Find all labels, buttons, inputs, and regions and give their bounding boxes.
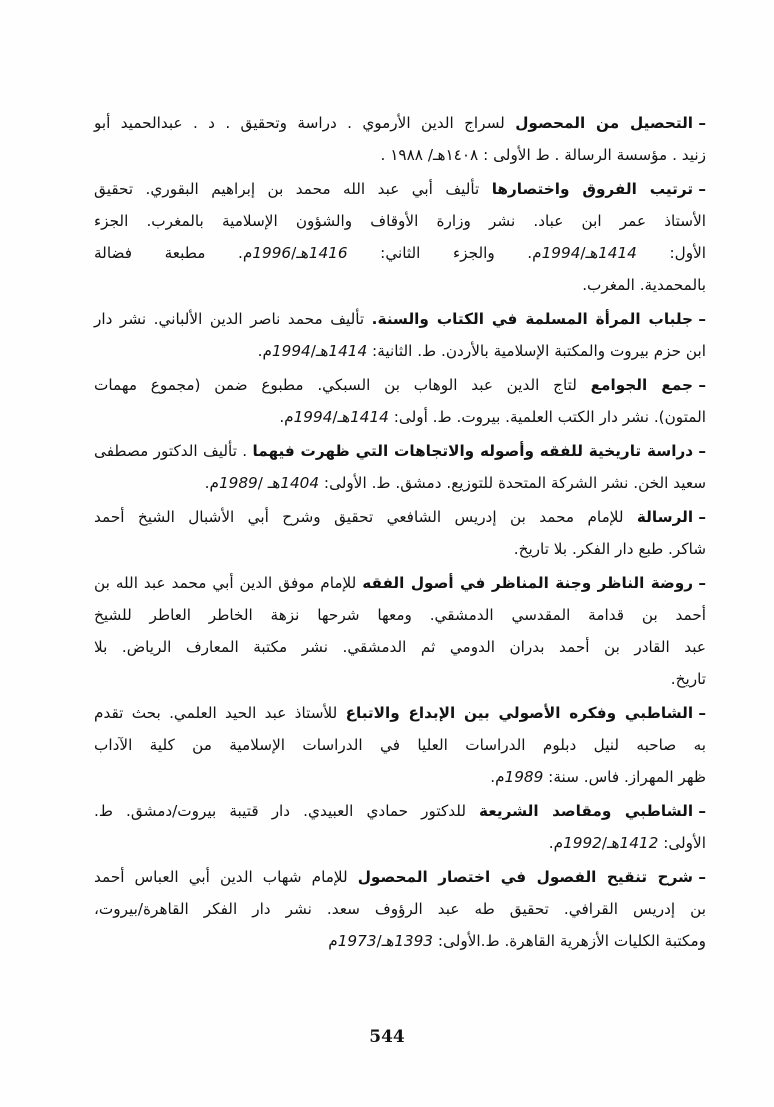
entry-line <box>94 599 706 631</box>
page-number: 544 <box>369 1027 405 1047</box>
bibliography-entry <box>94 435 706 499</box>
entry-dash: – <box>698 180 706 198</box>
entry-text: أحمد بن قدامة المقدسي الدمشقي. ومعها شرحها نزهة الخاطر العاطر للشيخ <box>94 606 706 624</box>
entry-line <box>94 237 706 269</box>
entry-text: هـ/ <box>291 244 309 262</box>
entry-number: 1996 <box>252 244 292 262</box>
entry-line <box>94 335 706 367</box>
entry-text: م. <box>204 474 219 492</box>
bibliography-entry <box>94 173 706 301</box>
entry-line <box>94 467 706 499</box>
entry-line <box>94 631 706 663</box>
entry-dash: – <box>698 704 707 722</box>
entry-text: للإمام موفق الدين أبي محمد عبد الله بن <box>94 574 363 592</box>
entry-text: هـ/ <box>580 244 599 262</box>
entry-line <box>94 205 706 237</box>
entry-text: بن إدريس القرافي. تحقيق طه عبد الرؤوف سعد. نشر دار الفكر القاهرة/بيروت، <box>94 900 706 918</box>
entry-text: المتون). نشر دار الكتب العلمية. بيروت. ط. أولى: <box>388 408 706 426</box>
entry-text: م. <box>490 768 505 786</box>
entry-text: هـ/ <box>332 408 351 426</box>
entry-title: التحصيل من المحصول <box>515 114 694 132</box>
entry-text: الأستاذ عمر ابن عباد. نشر وزارة الأوقاف والشؤون الإسلامية بالمغرب. الجزء <box>94 212 706 230</box>
entry-text: ومكتبة الكليات الأزهرية القاهرة. ط.الأولى: <box>433 932 706 950</box>
entry-dash: – <box>698 310 706 328</box>
entry-number: 1973 <box>337 932 377 950</box>
entry-text: الأولى: <box>658 834 706 852</box>
bibliography-entry <box>94 567 706 695</box>
bibliography-entry <box>94 303 706 367</box>
entry-number: 1994 <box>271 342 311 360</box>
entry-line <box>94 501 706 533</box>
entry-line <box>94 761 706 793</box>
entry-title: روضة الناظر وجنة المناظر في أصول الفقه <box>362 574 694 592</box>
entry-number: 1994 <box>541 244 581 262</box>
entry-text: لتاج الدين عبد الوهاب بن السبكي. مطبوع ضمن (مجموع مهمات <box>94 376 591 394</box>
entry-text: زنيد . مؤسسة الرسالة . ط الأولى : ١٤٠٨هـ/ ١٩٨٨ . <box>380 146 706 164</box>
entry-title: شرح تنقيح الفصول في اختصار المحصول <box>357 868 694 886</box>
entry-title: ترتيب الفروق واختصارها <box>491 180 694 198</box>
entry-dash: – <box>698 442 706 460</box>
bibliography-entry <box>94 369 706 433</box>
entry-number: 1414 <box>598 244 637 262</box>
entry-text: هـ/ <box>601 834 620 852</box>
entry-line <box>94 269 706 301</box>
entry-text: به صاحبه لنيل دبلوم الدراسات العليا في الدراسات الإسلامية من كلية الآداب <box>94 736 706 754</box>
entry-text: تأليف محمد ناصر الدين الألباني. نشر دار <box>94 310 372 328</box>
entry-text: ابن حزم بيروت والمكتبة الإسلامية بالأردن. ط. الثانية: <box>367 342 706 360</box>
entry-line <box>94 663 706 695</box>
entry-text: . تأليف الدكتور مصطفى <box>94 442 253 460</box>
bibliography-entry <box>94 697 706 793</box>
entry-text: للإمام شهاب الدين أبي العباس أحمد <box>94 868 358 886</box>
entry-line <box>94 893 706 925</box>
entry-line <box>94 107 706 139</box>
bibliography-entry <box>94 501 706 565</box>
entry-dash: – <box>698 508 706 526</box>
entry-number: 1414 <box>328 342 368 360</box>
entry-title: الشاطبي ومقاصد الشريعة <box>479 802 694 820</box>
entry-text: بالمحمدية. المغرب. <box>582 276 706 294</box>
bibliography-entry <box>94 795 706 859</box>
entry-number: 1393 <box>394 932 433 950</box>
entry-text: م. مطبعة فضالة <box>94 244 253 262</box>
entry-text: م. <box>548 834 564 852</box>
entry-number: 1416 <box>308 244 348 262</box>
entry-title: دراسة تاريخية للفقه وأصوله والاتجاهات التي ظهرت فيهما <box>252 442 694 460</box>
entry-text: تاريخ. <box>670 670 706 688</box>
entry-text: م <box>328 932 338 950</box>
bibliography-entry <box>94 861 706 957</box>
entry-line <box>94 795 706 827</box>
entry-text: سعيد الخن. نشر الشركة المتحدة للتوزيع. دمشق. ط. الأولى: <box>319 474 706 492</box>
entry-line <box>94 401 706 433</box>
entry-text: هـ/ <box>376 932 395 950</box>
entry-line <box>94 303 706 335</box>
entry-number: 1989 <box>504 768 544 786</box>
entry-line <box>94 435 706 467</box>
entry-number: 1414 <box>350 408 389 426</box>
entry-text: شاكر. طبع دار الفكر. بلا تاريخ. <box>513 540 706 558</box>
entry-text: للدكتور حمادي العبيدي. دار قتيبة بيروت/دمشق. ط. <box>94 802 480 820</box>
bibliography-list <box>94 107 706 957</box>
entry-line <box>94 925 706 957</box>
entry-line <box>94 827 706 859</box>
entry-text: للأستاذ عبد الحيد العلمي. بحث تقدم <box>94 704 346 722</box>
entry-line <box>94 369 706 401</box>
bibliography-entry <box>94 107 706 171</box>
entry-number: 1992 <box>563 834 602 852</box>
entry-text: هـ/ <box>310 342 329 360</box>
entry-dash: – <box>698 574 706 592</box>
entry-number: 1994 <box>293 408 333 426</box>
entry-title: الرسالة <box>636 508 694 526</box>
entry-line <box>94 567 706 599</box>
entry-text: عبد القادر بن أحمد بدران الدومي ثم الدمشقي. نشر مكتبة المعارف الرياض. بلا <box>94 638 706 656</box>
entry-text: م. <box>279 408 294 426</box>
entry-line <box>94 173 706 205</box>
entry-line <box>94 139 706 171</box>
entry-line <box>94 533 706 565</box>
entry-dash: – <box>698 802 706 820</box>
entry-text: م. <box>257 342 272 360</box>
entry-line <box>94 697 706 729</box>
entry-number: 1412 <box>619 834 659 852</box>
entry-text: ظهر المهراز. فاس. سنة: <box>543 768 706 786</box>
entry-line <box>94 729 706 761</box>
entry-text: لسراج الدين الأرموي . دراسة وتحقيق . د . عبدالحميد أبو <box>94 114 516 132</box>
entry-text: الأول: <box>636 244 706 262</box>
entry-text: هـ / <box>257 474 281 492</box>
entry-dash: – <box>698 114 706 132</box>
entry-text: تأليف أبي عبد الله محمد بن إبراهيم البقوري. تحقيق <box>94 180 492 198</box>
entry-number: 1989 <box>218 474 258 492</box>
entry-dash: – <box>698 376 706 394</box>
entry-title: الشاطبي وفكره الأصولي بين الإبداع والاتباع <box>345 704 694 722</box>
entry-title: جلباب المرأة المسلمة في الكتاب والسنة. <box>371 310 694 328</box>
entry-number: 1404 <box>280 474 320 492</box>
entry-text: للإمام محمد بن إدريس الشافعي تحقيق وشرح أبي الأشبال الشيخ أحمد <box>94 508 637 526</box>
entry-text: م. والجزء الثاني: <box>347 244 542 262</box>
entry-title: جمع الجوامع <box>590 376 694 394</box>
entry-line <box>94 861 706 893</box>
entry-dash: – <box>698 868 707 886</box>
